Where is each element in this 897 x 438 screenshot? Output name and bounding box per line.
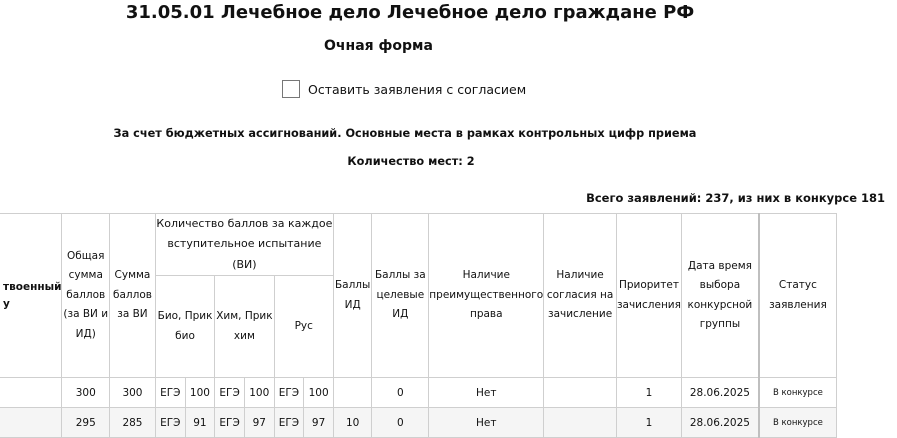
cell-score: 100 <box>244 378 274 408</box>
cell-datetime: 28.06.2025 <box>681 408 758 438</box>
column-header-subject-rus: Рус <box>274 276 333 378</box>
cell-score: 91 <box>185 408 215 438</box>
column-header-priority: Приоритет зачисления <box>616 214 681 378</box>
cell-exam-type: ЕГЭ <box>274 378 304 408</box>
consent-checkbox[interactable] <box>282 80 300 98</box>
cell-target: 0 <box>372 378 429 408</box>
column-header-subject-chem: Хим, Прик хим <box>215 276 274 378</box>
cell-total: 300 <box>62 378 110 408</box>
cell-exam-type: ЕГЭ <box>155 378 185 408</box>
table-row <box>0 378 837 408</box>
cell-exam-type: ЕГЭ <box>215 378 245 408</box>
column-header-consent: Наличие согласия на зачисление <box>544 214 617 378</box>
cell-status: В конкурсе <box>759 378 837 408</box>
cell-priority: 1 <box>616 408 681 438</box>
table-row <box>0 408 837 438</box>
cell-partial <box>0 408 62 438</box>
funding-source-label: За счет бюджетных ассигнований. Основные места в рамках контрольных цифр приема <box>113 127 697 140</box>
column-header-datetime: Дата время выбора конкурсной группы <box>681 214 758 378</box>
cell-sum-vi: 300 <box>110 378 156 408</box>
cell-target: 0 <box>372 408 429 438</box>
column-header-total-sum: Общая сумма баллов (за ВИ и ИД) <box>62 214 110 378</box>
column-header-status: Статус заявления <box>759 214 837 378</box>
cell-total: 295 <box>62 408 110 438</box>
consent-checkbox-label: Оставить заявления с согласием <box>308 81 527 97</box>
cell-consent <box>544 408 617 438</box>
cell-exam-type: ЕГЭ <box>155 408 185 438</box>
cell-consent <box>544 378 617 408</box>
column-header-partial: твоенный у <box>0 214 62 378</box>
cell-exam-type: ЕГЭ <box>215 408 245 438</box>
applications-total: Всего заявлений: 237, из них в конкурсе 181 <box>586 191 885 205</box>
cell-priority-right: Нет <box>429 408 544 438</box>
cell-priority: 1 <box>616 378 681 408</box>
cell-datetime: 28.06.2025 <box>681 378 758 408</box>
column-header-target-id: Баллы за целевые ИД <box>372 214 429 378</box>
cell-score: 97 <box>304 408 334 438</box>
column-header-priority-right: Наличие преимущественного права <box>429 214 544 378</box>
cell-priority-right: Нет <box>429 378 544 408</box>
column-header-vi-group: Количество баллов за каждое вступительное испытание (ВИ) <box>155 214 333 276</box>
cell-sum-vi: 285 <box>110 408 156 438</box>
applications-table <box>0 213 837 438</box>
page-title: 31.05.01 Лечебное дело Лечебное дело граждане РФ <box>125 2 695 23</box>
cell-id-points: 10 <box>333 408 371 438</box>
cell-score: 97 <box>244 408 274 438</box>
cell-id-points <box>333 378 371 408</box>
cell-partial <box>0 378 62 408</box>
cell-status: В конкурсе <box>759 408 837 438</box>
column-header-subject-bio: Био, Прик био <box>155 276 214 378</box>
consent-filter[interactable] <box>282 80 526 98</box>
cell-score: 100 <box>304 378 334 408</box>
cell-exam-type: ЕГЭ <box>274 408 304 438</box>
study-form-label: Очная форма <box>324 38 433 54</box>
column-header-id-points: Баллы ИД <box>333 214 371 378</box>
column-header-sum-vi: Сумма баллов за ВИ <box>110 214 156 378</box>
places-count: Количество мест: 2 <box>347 155 475 168</box>
cell-score: 100 <box>185 378 215 408</box>
